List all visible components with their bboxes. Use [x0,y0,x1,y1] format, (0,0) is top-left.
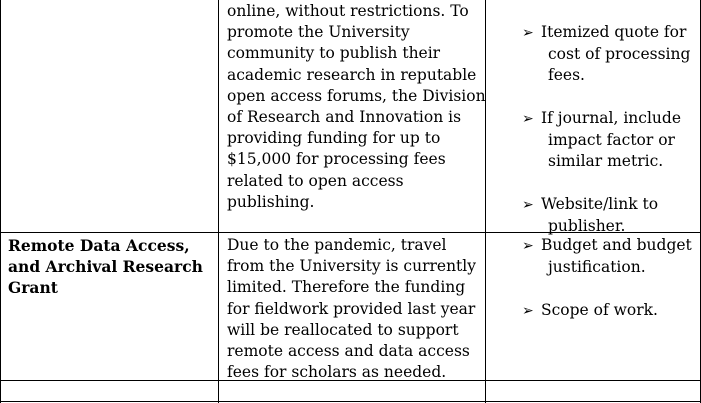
requirement-item: ➢ Budget and budget [522,235,692,257]
row2-description: Due to the pandemic, travel from the University is currently limited. Therefore the funding for fieldwork provided last year will be reallocated to support remote access and data access fees for scholars as needed. [227,236,476,382]
requirement-item: ➢ Scope of work. [522,300,692,322]
table-border-left [0,0,1,403]
row2-requirements: ➢ Budget and budget justification. ➢ Scope of work. [522,235,692,322]
arrow-bullet-icon: ➢ [522,238,534,254]
arrow-bullet-icon: ➢ [522,110,534,127]
requirement-item: ➢ Website/link to [522,194,690,216]
requirement-item: ➢ If journal, include [522,108,690,130]
row1-description: online, without restrictions. To promote the University community to publish their academic research in reputable open access forums, the Division of Research and Innovation is providing funding for up to $15,000 for processing fees related to open access publishing. [227,2,486,211]
row2-grant-title: Remote Data Access, and Archival Research Grant [8,236,203,298]
arrow-bullet-icon: ➢ [522,302,534,319]
arrow-bullet-icon: ➢ [522,25,534,41]
table-border-col1 [218,0,219,403]
table-border-bottom [0,401,701,402]
arrow-bullet-icon: ➢ [522,196,534,213]
row1-requirements: ➢ Itemized quote for cost of processing fees. ➢ If journal, include impact factor or similar metric. ➢ Website/link to publisher. [522,23,691,235]
requirement-item: ➢ Itemized quote for [522,22,690,44]
